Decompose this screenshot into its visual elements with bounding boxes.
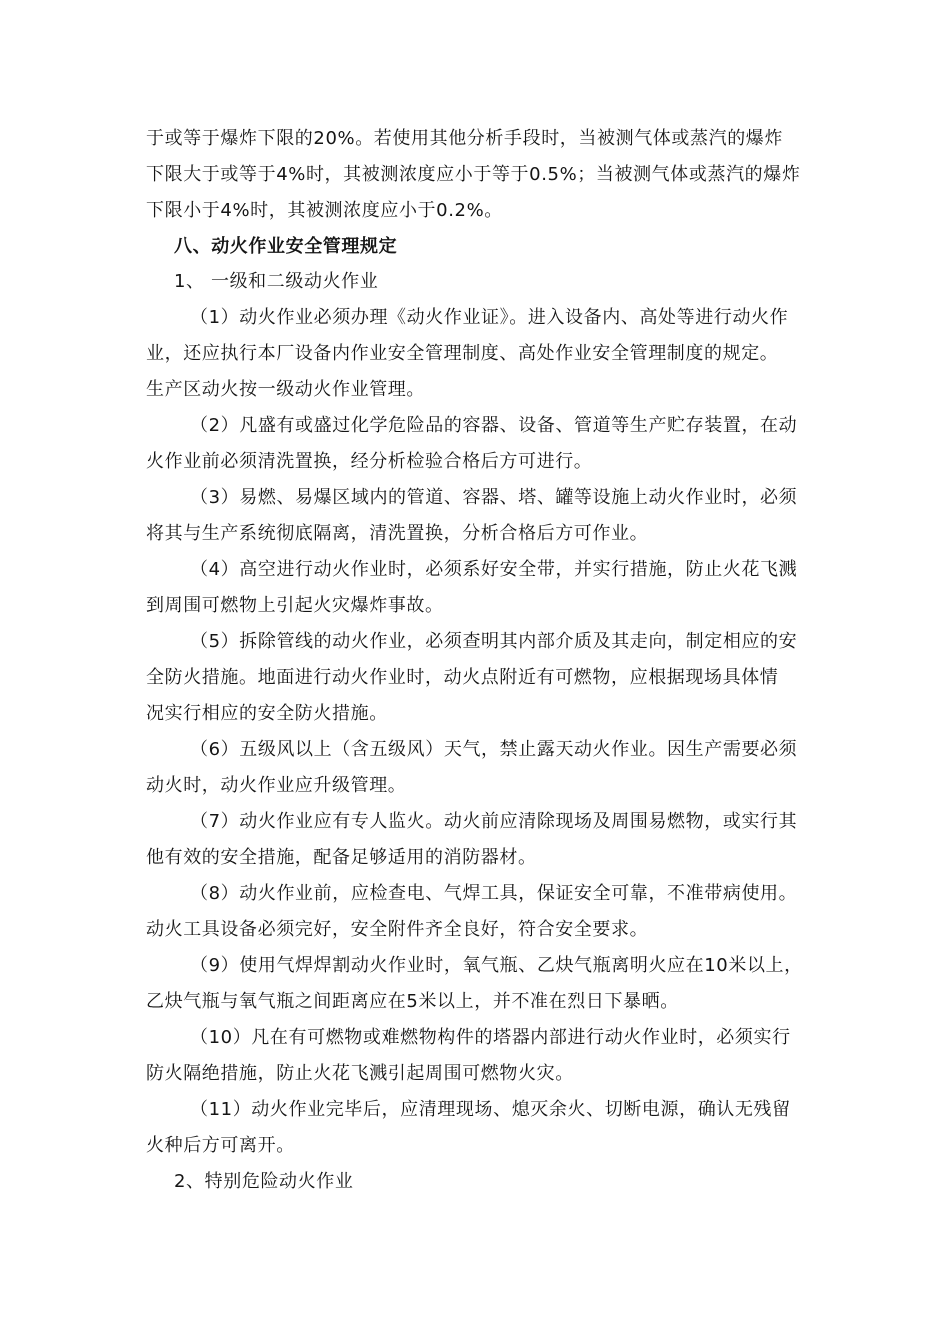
paragraph-line: 生产区动火按一级动火作业管理。 xyxy=(146,379,425,400)
paragraph-line: （11）动火作业完毕后，应清理现场、熄灭余火、切断电源，确认无残留 xyxy=(190,1099,791,1120)
paragraph-line: 况实行相应的安全防火措施。 xyxy=(146,703,388,724)
paragraph-line: （4）高空进行动火作业时，必须系好安全带，并实行措施，防止火花飞溅 xyxy=(190,559,798,580)
paragraph-line: （6）五级风以上（含五级风）天气，禁止露天动火作业。因生产需要必须 xyxy=(190,739,798,760)
paragraph-line: 到周围可燃物上引起火灾爆炸事故。 xyxy=(146,595,444,616)
paragraph-line: 全防火措施。地面进行动火作业时，动火点附近有可燃物，应根据现场具体情 xyxy=(146,667,779,688)
paragraph-line: （3）易燃、易爆区域内的管道、容器、塔、罐等设施上动火作业时，必须 xyxy=(190,487,798,508)
paragraph-line: （8）动火作业前，应检查电、气焊工具，保证安全可靠，不准带病使用。 xyxy=(190,883,798,904)
paragraph-line: 他有效的安全措施，配备足够适用的消防器材。 xyxy=(146,847,537,868)
paragraph-line: （9）使用气焊焊割动火作业时，氧气瓶、乙炔气瓶离明火应在10米以上， xyxy=(190,955,803,976)
paragraph-line: （5）拆除管线的动火作业，必须查明其内部介质及其走向，制定相应的安 xyxy=(190,631,798,652)
paragraph-line: 乙炔气瓶与氧气瓶之间距离应在5米以上，并不准在烈日下暴晒。 xyxy=(146,991,679,1012)
paragraph-line: 动火时，动火作业应升级管理。 xyxy=(146,775,407,796)
section-heading: 八、动火作业安全管理规定 xyxy=(174,236,398,257)
paragraph-line: 于或等于爆炸下限的20%。若使用其他分析手段时，当被测气体或蒸汽的爆炸 xyxy=(146,128,784,149)
paragraph-line: 动火工具设备必须完好，安全附件齐全良好，符合安全要求。 xyxy=(146,919,649,940)
paragraph-line: 将其与生产系统彻底隔离，清洗置换，分析合格后方可作业。 xyxy=(146,523,649,544)
paragraph-line: 火作业前必须清洗置换，经分析检验合格后方可进行。 xyxy=(146,451,593,472)
subsection-heading: 2、特别危险动火作业 xyxy=(174,1171,354,1192)
paragraph-line: （2）凡盛有或盛过化学危险品的容器、设备、管道等生产贮存装置，在动 xyxy=(190,415,798,436)
paragraph-line: （1）动火作业必须办理《动火作业证》。进入设备内、高处等进行动火作 xyxy=(190,307,789,328)
paragraph-line: 下限大于或等于4%时，其被测浓度应小于等于0.5%；当被测气体或蒸汽的爆炸 xyxy=(146,164,801,185)
paragraph-line: （7）动火作业应有专人监火。动火前应清除现场及周围易燃物，或实行其 xyxy=(190,811,798,832)
paragraph-line: 业，还应执行本厂设备内作业安全管理制度、高处作业安全管理制度的规定。 xyxy=(146,343,779,364)
subsection-heading: 1、 一级和二级动火作业 xyxy=(174,271,379,292)
paragraph-line: 火种后方可离开。 xyxy=(146,1135,295,1156)
paragraph-line: 下限小于4%时，其被测浓度应小于0.2%。 xyxy=(146,200,503,221)
paragraph-line: （10）凡在有可燃物或难燃物构件的塔器内部进行动火作业时，必须实行 xyxy=(190,1027,791,1048)
paragraph-line: 防火隔绝措施，防止火花飞溅引起周围可燃物火灾。 xyxy=(146,1063,574,1084)
